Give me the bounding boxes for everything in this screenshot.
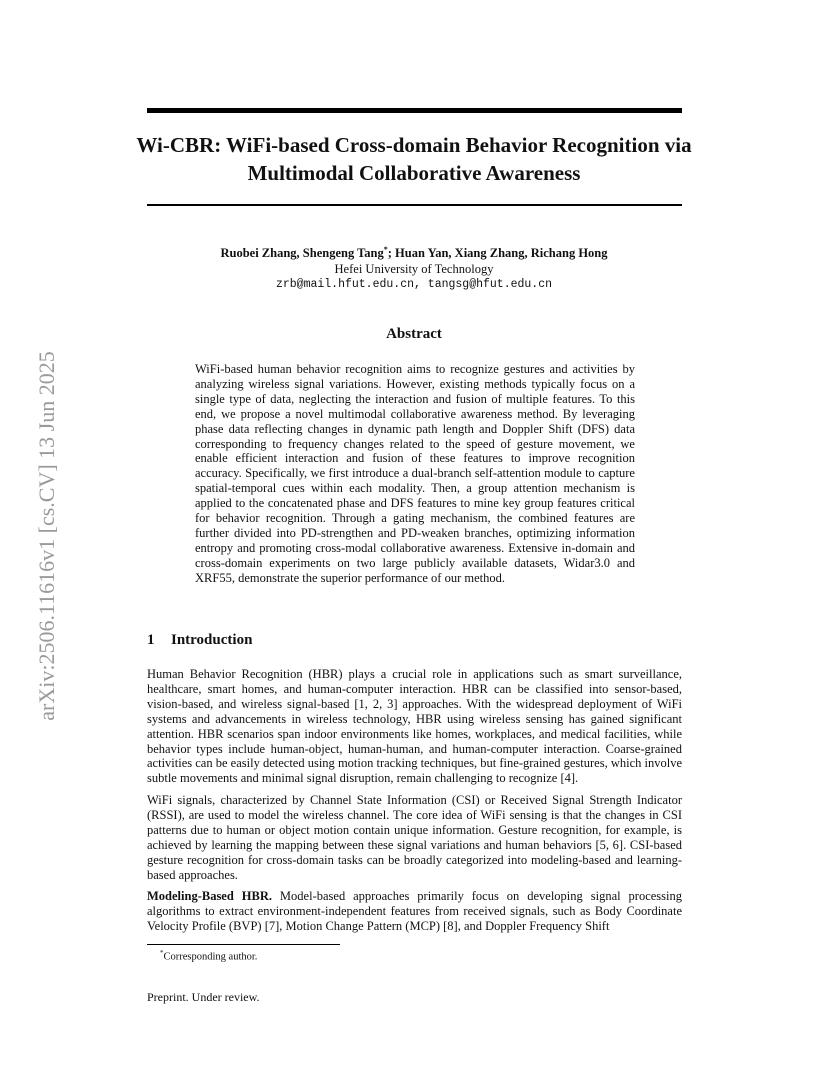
paragraph-run-in-heading: Modeling-Based HBR. <box>147 889 272 903</box>
author-names-first: Ruobei Zhang, Shengeng Tang <box>220 246 384 261</box>
footnote <box>160 949 257 963</box>
corresponding-author-mark: * <box>383 245 388 254</box>
abstract-body: WiFi-based human behavior recognition aims to recognize gestures and activities by analyzing wireless signal variations. However, existing methods typically focus on a single type of data, neglecting the interaction and fusion of multiple features. To this end, we propose a novel multimodal collaborative awareness method. By leveraging phase data reflecting changes in dynamic path length and Doppler Shift (DFS) data corresponding to frequency changes related to the speed of gesture movement, we enable efficient interaction and fusion of these features to improve recognition accuracy. Specifically, we first introduce a dual-branch self-attention module to capture spatial-temporal cues within each modality. Then, a group attention mechanism is applied to the concatenated phase and DFS features to mine key group features critical for behavior recognition. Through a gating mechanism, the combined features are further divided into PD-strengthen and PD-weaken branches, optimizing information entropy and promoting cross-modal collaborative awareness. Extensive in-domain and cross-domain experiments on two large publicly available datasets, Widar3.0 and XRF55, demonstrate the superior performance of our method. <box>195 362 635 585</box>
section-number: 1 <box>147 632 155 648</box>
arxiv-identifier-stamp: arXiv:2506.11616v1 [cs.CV] 13 Jun 2025 <box>34 351 59 721</box>
title-top-rule <box>147 108 682 113</box>
preprint-notice: Preprint. Under review. <box>147 990 260 1004</box>
author-names <box>100 242 728 261</box>
paper-title: Wi-CBR: WiFi-based Cross-domain Behavior Recognition via Multimodal Collaborative Awareness <box>136 133 692 185</box>
intro-paragraph-1: Human Behavior Recognition (HBR) plays a crucial role in applications such as smart surveillance, healthcare, smart homes, and human-computer interaction. HBR can be classified into sensor-based, vision-based, and wireless signal-based [1, 2, 3] approaches. With the widespread deployment of WiFi systems and advancements in wireless technology, HBR using wireless sensing has gained significant attention. HBR scenarios span indoor environments like homes, workplaces, and medical facilities, while behavior types include human-object, human-human, and human-computer interaction. Coarse-grained activities can be easily detected using motion tracking techniques, but fine-grained gestures, which involve subtle movements and minimal signal disruption, remain challenging to recognize [4]. <box>147 667 682 786</box>
author-block <box>100 242 728 293</box>
intro-paragraph-3 <box>147 889 682 934</box>
author-names-rest: ; Huan Yan, Xiang Zhang, Richang Hong <box>387 246 608 261</box>
abstract-heading: Abstract <box>386 326 442 342</box>
footnote-mark: * <box>160 949 164 957</box>
author-emails: zrb@mail.hfut.edu.cn, tangsg@hfut.edu.cn <box>275 278 553 292</box>
paragraph-3-text: Model-based approaches primarily focus on developing signal processing algorithms to extract environment-independent features from received signals, such as Body Coordinate Velocity Profile (BVP) [7], Motion Change Pattern (MCP) [8], and Doppler Frequency Shift <box>147 889 682 933</box>
footnote-text: Corresponding author. <box>163 951 258 963</box>
footnote-rule <box>147 944 340 945</box>
section-title: Introduction <box>171 632 253 648</box>
title-bottom-rule <box>147 204 682 206</box>
author-affiliation: Hefei University of Technology <box>334 262 494 277</box>
intro-paragraph-2: WiFi signals, characterized by Channel State Information (CSI) or Received Signal Strength Indicator (RSSI), are used to model the wireless channel. The core idea of WiFi sensing is that the changes in CSI patterns due to human or object motion contain unique information. Gesture recognition, for example, is achieved by learning the mapping between these signal variations and human behaviors [5, 6]. CSI-based gesture recognition for cross-domain tasks can be broadly categorized into modeling-based and learning-based approaches. <box>147 793 682 882</box>
section-heading-introduction <box>147 632 252 649</box>
